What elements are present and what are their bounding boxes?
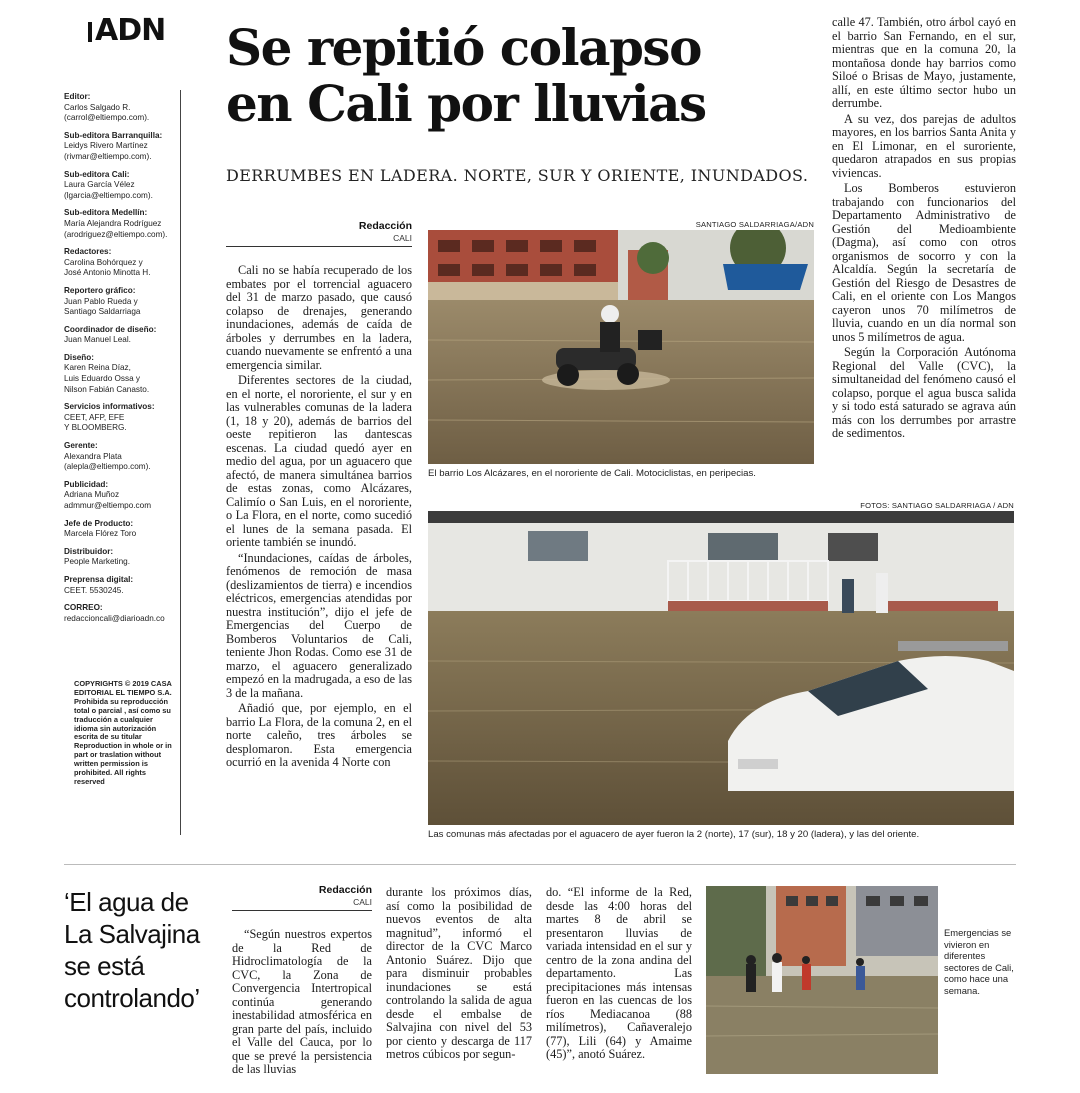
staff-name-line: Adriana Muñoz (64, 490, 120, 500)
photo2-caption: Las comunas más afectadas por el aguacero de ayer fueron la 2 (norte), 17 (sur), 18 y 20 (ladera), y las del oriente. (428, 829, 920, 840)
article-column-1 (226, 264, 412, 844)
staff-role: Sub-editora Barranquilla: (64, 130, 163, 140)
article-paragraph: Cali no se había recuperado de los embates por el torrencial aguacero del 31 de marzo pasado, que causó colapso de drenajes, generando inundaciones, además de caída de árboles y derrumbes en la ladera, cuando nuevamente se enfrentó a una emergencia similar. (226, 264, 412, 372)
pull-quote (64, 886, 214, 1014)
staff-role: Gerente: (64, 441, 98, 451)
staff-name-line: Luis Eduardo Ossa y (64, 374, 141, 384)
people-flood-illustration (706, 886, 938, 1074)
staff-role: Coordinador de diseño: (64, 324, 157, 334)
byline-name: Redacción (358, 220, 412, 232)
staff-name-line: People Marketing. (64, 557, 130, 567)
staff-name-line: Marcela Flórez Toro (64, 529, 137, 539)
secondary-byline-rule (232, 910, 372, 911)
staff-role: Distribuidor: (64, 546, 114, 556)
flooded-houses-illustration (428, 511, 1014, 825)
copyright-notice: COPYRIGHTS © 2019 CASA EDITORIAL EL TIEMPO S.A. Prohibida su reproducción total o parcial , así como su traducción a cualquier idioma sin autorización escrita de su titular Reproduction in whole or in part or traslation without written permission is prohibited. All rights reserved (74, 679, 172, 786)
staff-name-line: (carrol@eltiempo.com). (64, 113, 150, 123)
secondary-column-2-text: durante los próximos días, así como la posibilidad de nuevos eventos de alta magnitud”, informó el director de la CVC Marco Antonio Suárez. Dijo que para disminuir probables inundaciones se está controlando la salida de agua desde el embalse de Salvajina con nivel del 53 por ciento y descarga de 117 metros cúbicos por segun- (386, 885, 532, 1061)
photo2-credit: FOTOS: SANTIAGO SALDARRIAGA / ADN (860, 501, 1014, 510)
staff-name-line: Santiago Saldarriaga (64, 307, 141, 317)
staff-role: Servicios informativos: (64, 402, 155, 412)
secondary-column-1-text: “Según nuestros expertos de la Red de Hidroclimatología de la CVC, la Zona de Convergencia Intertropical continúa generando inestabilidad atmosférica en gran parte del país, incluido el Valle del Cauca, por lo que se prevé la persistencia de las lluvias (232, 927, 372, 1076)
staff-role: Redactores: (64, 247, 112, 257)
byline (226, 220, 412, 243)
staff-role: Jefe de Producto: (64, 518, 134, 528)
headline-line-2: en Cali por lluvias (226, 74, 706, 133)
staff-name-line: Carlos Salgado R. (64, 102, 131, 112)
pull-quote-line-2: La Salvajina (64, 919, 200, 949)
staff-role: Reportero gráfico: (64, 285, 136, 295)
staff-name-line: (arodriguez@eltiempo.com). (64, 229, 168, 239)
staff-name-line: Juan Manuel Leal. (64, 335, 131, 345)
article-paragraph: A su vez, dos parejas de adultos mayores, en los barrios Santa Anita y en El Limonar, en el suroriente, quedaron atrapados en sus propias viviencas. (832, 111, 1016, 180)
staff-name-line: (rivmar@eltiempo.com). (64, 151, 152, 161)
staff-role: Sub-editora Cali: (64, 169, 130, 179)
article-paragraph: calle 47. También, otro árbol cayó en el barrio San Fernando, en el sur, mientras que en la comuna 20, la montañosa donde hay barrios como Siloé o Brisas de Mayo, justamente, allí, en este último sector hubo un derrumbe. (832, 16, 1016, 110)
pull-quote-line-1: ‘El agua de (64, 887, 189, 917)
article-column-3 (832, 16, 1016, 486)
headline-line-1: Se repitió colapso (226, 18, 701, 77)
staff-name-line: Karen Reina Díaz, (64, 363, 131, 373)
secondary-column-2 (386, 886, 532, 1064)
article-paragraph: “Inundaciones, caídas de árboles, fenómenos de remoción de masa (deslizamientos de tierra) e incendios eléctricos, emergencias atendidas por nuestra institución”, dijo el jefe de Emergencias del Cuerpo de Bomberos Voluntarios de Cali, teniente Jhon Rodas. Como ese 31 de marzo, el aguacero generalizado empezó en la madrugada, a eso de las 3 de la mañana. (226, 550, 412, 700)
staff-role: CORREO: (64, 603, 103, 613)
staff-name-line: Nilson Fabián Canasto. (64, 384, 150, 394)
article-paragraph: Los Bomberos estuvieron trabajando con funcionarios del Departamento Administrativo de Gestión del Medioambiente (Dagma), así como con otros organismos de socorro y con la Alcaldía. Según la secretaría de Gestión del Riesgo de Desastres de Cali, en el oriente con Los Mangos cayeron unos 70 milímetros de lluvia, cuando en un día normal son unos 5 milímetros de agua. (832, 181, 1016, 344)
subhead: DERRUMBES EN LADERA. NORTE, SUR Y ORIENTE, INUNDADOS. (226, 166, 809, 185)
staff-divider (180, 90, 181, 835)
secondary-column-3-text: do. “El informe de la Red, desde las 4:00 horas del martes 8 de abril se presentaron lluvias de variada intensidad en el sur y centro de la zona andina del departamento. Las precipitaciones más intensas fueron en las cuencas de los ríos Mediacanoa (88 milímetros), Cañaveralejo (77), Lili (64) y Amaime (45)”, anotó Suárez. (546, 885, 692, 1061)
staff-name-line: Y BLOOMBERG. (64, 423, 127, 433)
pull-quote-line-3: se está (64, 951, 145, 981)
staff-name-line: Alexandra Plata (64, 451, 122, 461)
article-paragraph: Añadió que, por ejemplo, en el barrio La Flora, de la comuna 2, en el norte caleño, tres árboles se desplomaron. Esta emergencia ocurrió en la avenida 4 Norte con (226, 701, 412, 769)
staff-role: Publicidad: (64, 479, 109, 489)
staff-name-line: María Alejandra Rodríguez (64, 218, 162, 228)
staff-name-line: Laura García Vélez (64, 180, 135, 190)
article-paragraph: Según la Corporación Autónoma Regional del Valle (CVC), la simultaneidad del fenómeno causó el colapso, porque el agua busca salida y si todo está saturado se agrava aún más con los derrumbes por arrastre de sedimentos. (832, 345, 1016, 440)
flooded-street-illustration (428, 230, 814, 464)
secondary-column-3 (546, 886, 692, 1064)
staff-box (64, 92, 182, 624)
staff-role: Preprensa digital: (64, 574, 134, 584)
section-divider (64, 864, 1016, 865)
staff-name-line: Carolina Bohórquez y (64, 257, 143, 267)
staff-name-line: Leidys Rivero Martínez (64, 141, 148, 151)
staff-name-line: (alepla@eltiempo.com). (64, 462, 151, 472)
staff-name-line: redaccioncali@diarioadn.co (64, 613, 165, 623)
photo1-caption: El barrio Los Alcázares, en el nororiente de Cali. Motociclistas, en peripecias. (428, 468, 756, 479)
staff-name-line: (lgarcia@eltiempo.com). (64, 190, 153, 200)
logo-mark-icon (88, 22, 92, 42)
byline-rule (226, 246, 412, 247)
headline (226, 20, 806, 132)
secondary-byline-city: CALI (353, 897, 372, 907)
photo-people-walking-flood (706, 886, 938, 1074)
staff-name-line: admmur@eltiempo.com (64, 501, 152, 510)
staff-name-line: Juan Pablo Rueda y (64, 296, 138, 306)
photo-flooded-houses-car (428, 511, 1014, 825)
staff-name-line: CEET, AFP, EFE (64, 412, 125, 422)
secondary-byline-name: Redacción (318, 884, 372, 896)
staff-name-line: CEET. 5530245. (64, 585, 124, 595)
byline-city: CALI (393, 233, 412, 243)
photo-flooded-street-motorcycle (428, 230, 814, 464)
secondary-byline (232, 884, 372, 907)
staff-role: Diseño: (64, 352, 95, 362)
secondary-photo-caption: Emergencias se vivieron en diferentes sectores de Cali, como hace una semana. (944, 927, 1014, 996)
logo-text: ADN (95, 13, 166, 48)
pull-quote-line-4: controlando’ (64, 983, 200, 1013)
article-paragraph: Diferentes sectores de la ciudad, en el norte, el nororiente, el sur y en las vulnerables comunas de la ladera (1, 18 y 20), además de barrios del oeste repitieron las dantescas escenas. La ciudad quedó ayer en medio del agua, por un aguacero que afectó, de manera simultánea barrios de estas zonas, como Alcázares, Calimío o San Luis, en el nororiente, o La Flora, en el norte, como sucedió el lunes de la semana pasada. El oriente también se inundó. (226, 373, 412, 549)
photo1-credit: SANTIAGO SALDARRIAGA/ADN (695, 220, 814, 229)
secondary-column-1 (232, 928, 372, 1079)
staff-role: Sub-editora Medellín: (64, 208, 148, 218)
staff-role: Editor: (64, 92, 91, 101)
adn-logo (88, 14, 165, 48)
staff-name-line: José Antonio Minotta H. (64, 268, 151, 278)
